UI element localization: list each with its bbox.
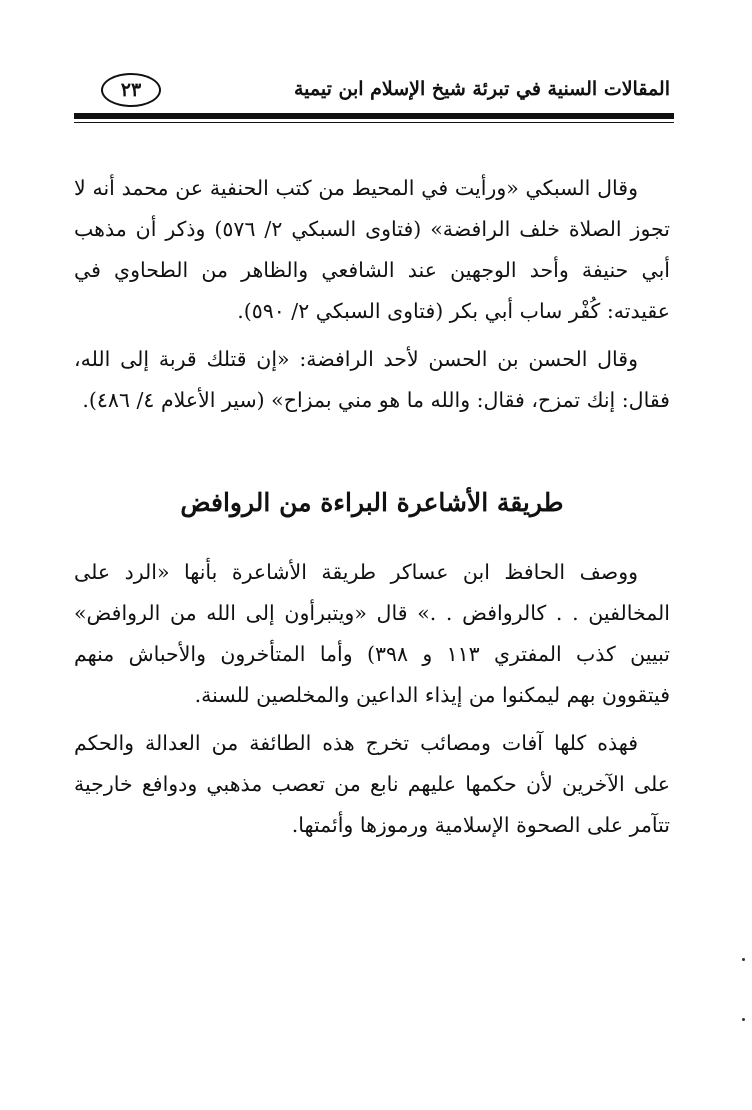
header-rule-thin: [74, 122, 674, 123]
header-rule-thick: [74, 113, 674, 119]
paragraph-1: [74, 168, 670, 332]
paragraph-2: [74, 339, 670, 421]
paragraph-4: [74, 723, 670, 846]
paragraph-1-text: وقال السبكي «ورأيت في المحيط من كتب الحنفية عن محمد أنه لا تجوز الصلاة خلف الرافضة» (فتاوى السبكي ٢/ ٥٧٦) وذكر أن مذهب أبي حنيفة وأحد الوجهين عند الشافعي والظاهر من الطحاوي في عقيدته: كُفْر ساب أبي بكر (فتاوى السبكي ٢/ ٥٩٠).: [74, 176, 670, 323]
paragraph-3-text: ووصف الحافظ ابن عساكر طريقة الأشاعرة بأنها «الرد على المخالفين . . كالروافض . .» قال «ويتبرأون إلى الله من الروافض» تبيين كذب المفتري ١١٣ و ٣٩٨) وأما المتأخرون والأحباش منهم فيتقوون بهم ليمكنوا من إيذاء الداعين والمخلصين للسنة.: [74, 560, 670, 707]
paragraph-3: [74, 552, 670, 716]
scan-speck: [742, 958, 745, 961]
page-number-text: ٢٣: [120, 79, 142, 101]
paragraph-2-text: وقال الحسن بن الحسن لأحد الرافضة: «إن قتلك قربة إلى الله، فقال: إنك تمزح، فقال: والله ما هو مني بمزاح» (سير الأعلام ٤/ ٤٨٦).: [74, 347, 670, 412]
page-number: [101, 73, 161, 107]
running-title: المقالات السنية في تبرئة شيخ الإسلام ابن تيمية: [293, 78, 670, 100]
scan-speck: [742, 1018, 745, 1021]
section-heading: طريقة الأشاعرة البراءة من الروافض: [180, 488, 564, 517]
paragraph-4-text: فهذه كلها آفات ومصائب تخرج هذه الطائفة من العدالة والحكم على الآخرين لأن حكمها عليهم نابع من تعصب مذهبي ودوافع خارجية تتآمر على الصحوة الإسلامية ورموزها وأئمتها.: [74, 731, 670, 837]
